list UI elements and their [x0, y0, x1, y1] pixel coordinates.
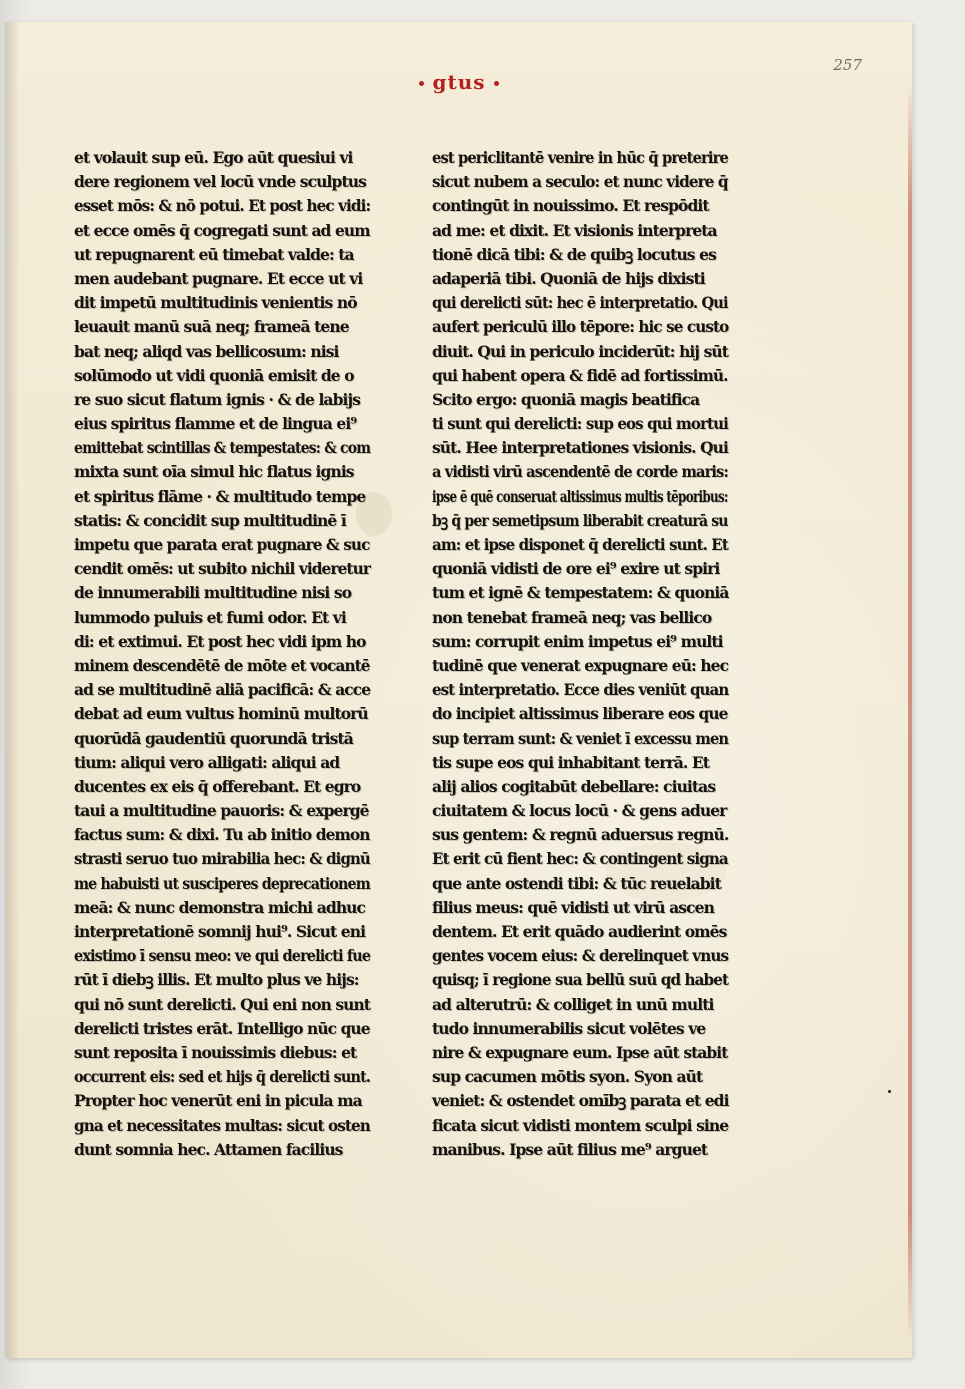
text-line: derelicti tristes erāt. Intelligo nūc que [74, 1018, 370, 1038]
text-line: ficata sicut vidisti montem sculpi sine [432, 1115, 729, 1135]
text-line: filius meus: quē vidisti ut virū ascen [432, 897, 714, 917]
text-line: est periclitantē venire in hūc q̄ preterire [432, 148, 728, 167]
text-line: tium: aliqui vero alligati: aliqui ad [74, 752, 340, 772]
text-line: tudinē que venerat expugnare eū: hec [432, 655, 729, 675]
text-line: statis: & concidit sup multitudinē ī [74, 510, 346, 530]
manuscript-leaf [6, 22, 912, 1358]
text-line: dit impetū multitudinis venientis nō [74, 293, 357, 313]
text-line: et ecce omēs q̄ cogregati sunt ad eum [74, 220, 370, 240]
text-line: diuit. Qui in periculo inciderūt: hij sūt [432, 341, 728, 361]
text-line: Propter hoc venerūt eni in picula ma [74, 1091, 362, 1111]
running-head-dot [494, 81, 499, 86]
text-line: alij alios cogitabūt debellare: ciuitas [432, 776, 716, 796]
ink-speck [888, 1090, 891, 1093]
text-line: a vidisti virū ascendentē de corde maris: [432, 462, 728, 482]
text-line: ad se multitudinē aliā pacificā: & acce [74, 680, 371, 700]
text-line: am: et ipse disponet q̄ derelicti sunt. Et [432, 535, 728, 554]
running-head-text: gtus [432, 70, 486, 94]
running-head-dot [419, 81, 424, 86]
text-line: cendit omēs: ut subito nichil videretur [74, 559, 371, 579]
binding-shadow [6, 22, 20, 1358]
text-line: interpretationē somnij hui⁹. Sicut eni [74, 922, 366, 941]
text-line: minem descendētē de mōte et vocantē [74, 655, 370, 675]
text-line: existimo ī sensu meo: ve qui derelicti fue [74, 946, 371, 966]
text-line: debat ad eum vultus hominū multorū [74, 704, 368, 724]
text-line: manibus. Ipse aūt filius me⁹ arguet [432, 1139, 708, 1159]
text-line: ciuitatem & locus locū · & gens aduer [432, 801, 727, 821]
text-line: do incipiet altissimus liberare eos que [432, 704, 728, 724]
text-line: strasti seruo tuo mirabilia hec: & dignū [74, 849, 370, 869]
folio-number: 257 [833, 56, 862, 74]
text-line: qui habent opera & fidē ad fortissimū. [432, 365, 728, 385]
text-line: nire & expugnare eum. Ipse aūt stabit [432, 1042, 728, 1062]
text-line: leuauit manū suā neq; frameā tene [74, 317, 349, 337]
text-line: veniet: & ostendet omībꝫ parata et edi [432, 1091, 729, 1111]
text-line: Et erit cū fient hec: & contingent signa [432, 849, 728, 869]
text-line: quoniā vidisti de ore ei⁹ exire ut spiri [432, 559, 720, 579]
text-line: men audebant pugnare. Et ecce ut vi [74, 268, 363, 288]
text-line: sup terram sunt: & veniet ī excessu men [432, 728, 729, 748]
red-page-edge [908, 82, 912, 1342]
text-line: sicut nubem a seculo: et nunc videre q̄ [432, 172, 728, 192]
text-line: et spiritus flāme · & multitudo tempe [74, 486, 366, 506]
text-line: ad alterutrū: & colliget in unū multi [432, 994, 714, 1014]
text-line: sus gentem: & regnū aduersus regnū. [432, 825, 729, 845]
text-line: esset mōs: & nō potui. Et post hec vidi: [74, 196, 371, 216]
text-line: dere regionem vel locū vnde sculptus [74, 172, 366, 192]
text-line: bat neq; aliqd vas bellicosum: nisi [74, 341, 339, 361]
text-line: me habuisti ut susciperes deprecationem [74, 873, 370, 893]
text-line: gentes vocem eius: & derelinquet vnus [432, 946, 729, 966]
text-line: sūt. Hee interpretationes visionis. Qui [432, 438, 728, 458]
text-line: rūt ī diebꝫ illis. Et multo plus ve hijs: [74, 970, 359, 990]
text-line: quorūdā gaudentiū quorundā tristā [74, 728, 353, 748]
text-line: taui a multitudine pauoris: & expergē [74, 801, 369, 821]
running-head [6, 70, 912, 94]
text-line: tis supe eos qui inhabitant terrā. Et [432, 752, 710, 772]
text-line: sup cacumen mōtis syon. Syon aūt [432, 1067, 703, 1087]
text-line: re suo sicut flatum ignis · & de labijs [74, 389, 361, 409]
text-line: que ante ostendi tibi: & tūc reuelabit [432, 873, 721, 893]
text-line: adaperiā tibi. Quoniā de hijs dixisti [432, 268, 705, 288]
text-line: Scito ergo: quoniā magis beatifica [432, 389, 700, 409]
text-line: factus sum: & dixi. Tu ab initio demon [74, 825, 370, 845]
text-line: dunt somnia hec. Attamen facilius [74, 1139, 343, 1159]
text-column-right [432, 146, 729, 1159]
text-line: et volauit sup eū. Ego aūt quesiui vi [74, 148, 353, 167]
text-column-left [74, 146, 371, 1159]
text-line: eius spiritus flamme et de lingua ei⁹ [74, 414, 357, 434]
text-line: solūmodo ut vidi quoniā emisit de o [74, 365, 354, 385]
text-line: contingūt in nouissimo. Et respōdit [432, 196, 709, 216]
text-line: ti sunt qui derelicti: sup eos qui mortui [432, 414, 728, 434]
text-line: ipse ē quē conseruat altissimus multis tēporibus: [432, 486, 728, 506]
text-line: occurrent eis: sed et hijs q̄ derelicti sunt. [74, 1067, 371, 1087]
text-line: dentem. Et erit quādo audierint omēs [432, 922, 727, 941]
text-line: sunt reposita ī nouissimis diebus: et [74, 1042, 357, 1062]
text-line: sum: corrupit enim impetus ei⁹ multi [432, 631, 723, 651]
text-line: tionē dicā tibi: & de quibꝫ locutus es [432, 244, 716, 264]
text-line: lummodo puluis et fumi odor. Et vi [74, 607, 346, 627]
text-line: emittebat scintillas & tempestates: & com [74, 438, 371, 458]
text-line: tum et ignē & tempestatem: & quoniā [432, 583, 729, 603]
text-line: mixta sunt oīa simul hic flatus ignis [74, 462, 354, 482]
text-line: impetu que parata erat pugnare & suc [74, 535, 370, 554]
text-line: di: et extimui. Et post hec vidi ipm ho [74, 631, 366, 651]
text-line: ducentes ex eis q̄ offerebant. Et egro [74, 776, 361, 796]
text-line: gna et necessitates multas: sicut osten [74, 1115, 370, 1135]
text-line: ut repugnarent eū timebat valde: ta [74, 244, 354, 264]
text-line: meā: & nunc demonstra michi adhuc [74, 897, 366, 917]
text-line: de innumerabili multitudine nisi so [74, 583, 352, 603]
text-line: est interpretatio. Ecce dies veniūt quan [432, 680, 729, 700]
text-line: non tenebat frameā neq; vas bellico [432, 607, 712, 627]
text-line: bꝫ q̄ per semetipsum liberabit creaturā su [432, 510, 728, 530]
text-line: qui nō sunt derelicti. Qui eni non sunt [74, 994, 370, 1014]
text-line: tudo innumerabilis sicut volētes ve [432, 1018, 706, 1038]
text-line: quisq; ī regione sua bellū suū qd habet [432, 970, 729, 990]
text-line: ad me: et dixit. Et visionis interpreta [432, 220, 717, 240]
text-line: qui derelicti sūt: hec ē interpretatio. Qui [432, 293, 728, 313]
text-line: aufert periculū illo tēpore: hic se custo [432, 317, 729, 337]
